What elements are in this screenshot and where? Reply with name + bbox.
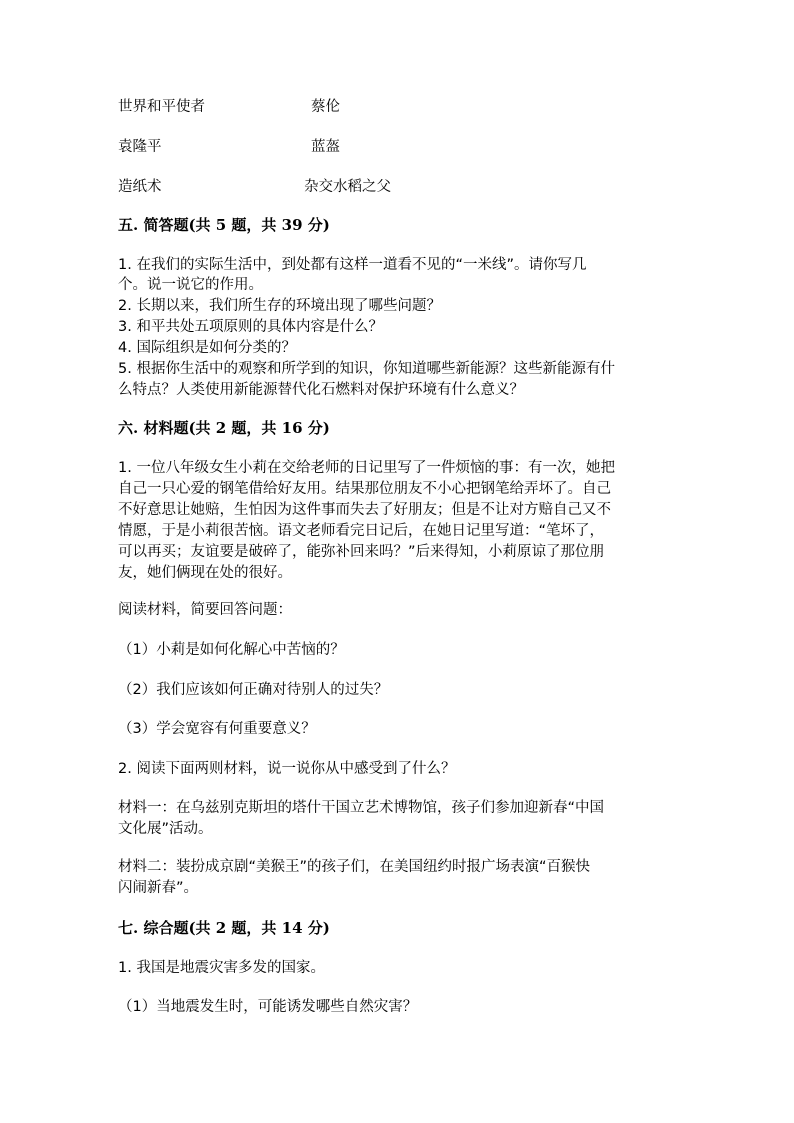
s6-q1-line-3: 不好意思让她赔，生怕因为这件事而失去了好朋友；但是不让对方赔自己又不	[118, 502, 611, 518]
match-left-2: 袁隆平	[118, 139, 162, 155]
s6-q1-line-1: 1. 一位八年级女生小莉在交给老师的日记里写了一件烦恼的事：有一次，她把	[118, 460, 615, 476]
s6-instruction: 阅读材料，简要回答问题：	[118, 602, 292, 618]
s6-sub-question-1: （1）小莉是如何化解心中苦恼的？	[118, 642, 345, 658]
s5-line-2: 个。说一说它的作用。	[118, 277, 263, 293]
s6-question-2: 2. 阅读下面两则材料，说一说你从中感受到了什么？	[118, 761, 456, 777]
match-right-1: 蔡伦	[311, 99, 340, 115]
s6-material-1-line-1: 材料一：在乌兹别克斯坦的塔什干国立艺术博物馆，孩子们参加迎新春“中国	[118, 800, 605, 816]
match-right-2: 蓝盔	[311, 139, 340, 155]
s6-q1-line-5: 可以再买；友谊要是破碎了，能弥补回来吗？”后来得知，小莉原谅了那位朋	[118, 544, 605, 560]
s5-line-4: 3. 和平共处五项原则的具体内容是什么？	[118, 319, 383, 335]
s7-sub-question-1: （1）当地震发生时，可能诱发哪些自然灾害？	[118, 999, 418, 1015]
match-right-3: 杂交水稻之父	[304, 179, 391, 195]
s6-material-1-line-2: 文化展”活动。	[118, 821, 213, 837]
s6-material-2-line-2: 闪闹新春”。	[118, 880, 199, 896]
match-left-3: 造纸术	[118, 179, 162, 195]
s5-line-3: 2. 长期以来，我们所生存的环境出现了哪些问题？	[118, 298, 441, 314]
s6-q1-line-4: 情愿，于是小莉很苦恼。语文老师看完日记后，在她日记里写道：“笔坏了，	[118, 523, 605, 539]
s6-material-2-line-1: 材料二：装扮成京剧“美猴王”的孩子们，在美国纽约时报广场表演“百猴快	[118, 859, 591, 875]
s5-line-5: 4. 国际组织是如何分类的？	[118, 340, 296, 356]
section-5-heading: 五. 简答题(共 5 题，共 39 分)	[118, 216, 330, 234]
section-6-heading: 六. 材料题(共 2 题，共 16 分)	[118, 419, 330, 437]
s5-line-6: 5. 根据你生活中的观察和所学到的知识，你知道哪些新能源？这些新能源有什	[118, 361, 615, 377]
s6-q1-line-6: 友，她们俩现在处的很好。	[118, 565, 292, 581]
section-7-heading: 七. 综合题(共 2 题，共 14 分)	[118, 919, 330, 937]
s6-sub-question-3: （3）学会宽容有何重要意义？	[118, 721, 316, 737]
s7-question-1: 1. 我国是地震灾害多发的国家。	[118, 960, 325, 976]
s6-sub-question-2: （2）我们应该如何正确对待别人的过失？	[118, 682, 389, 698]
s5-line-7: 么特点？人类使用新能源替代化石燃料对保护环境有什么意义？	[118, 382, 524, 398]
s5-line-1: 1. 在我们的实际生活中，到处都有这样一道看不见的“一米线”。请你写几	[118, 257, 587, 273]
match-left-1: 世界和平使者	[118, 99, 205, 115]
s6-q1-line-2: 自己一只心爱的钢笔借给好友用。结果那位朋友不小心把钢笔给弄坏了。自己	[118, 481, 611, 497]
